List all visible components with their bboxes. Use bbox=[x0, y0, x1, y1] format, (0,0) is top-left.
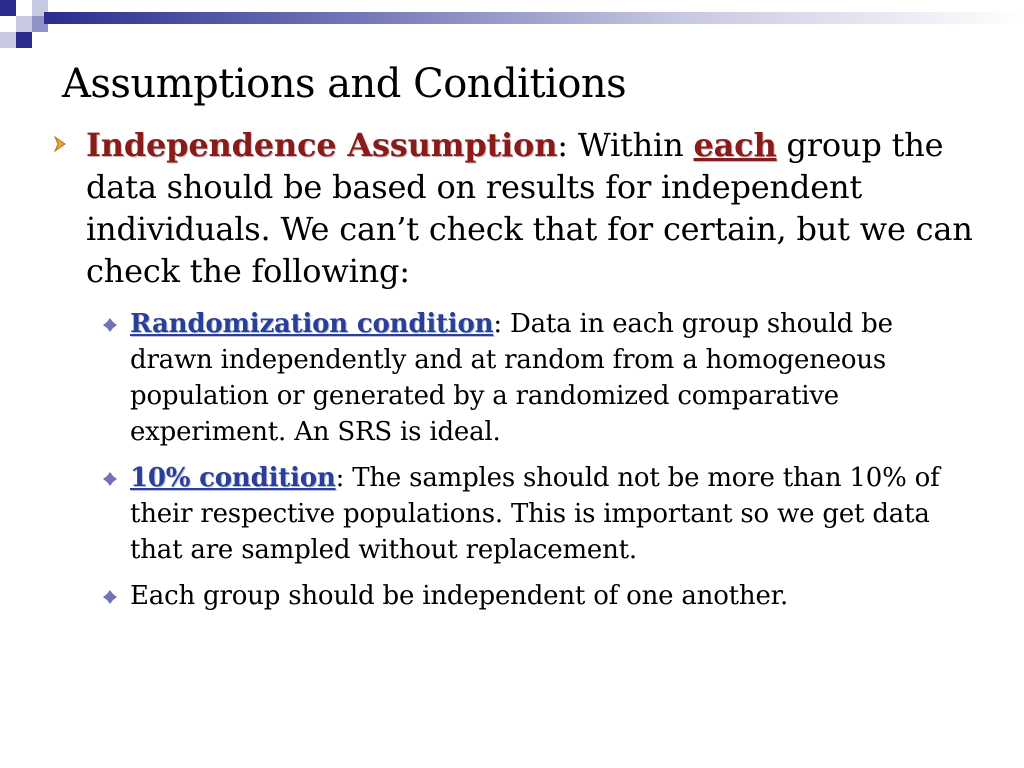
diamond-bullet-icon bbox=[102, 471, 118, 487]
sub-bullet-ten-percent bbox=[92, 460, 978, 568]
sub-bullet-independent-groups bbox=[92, 578, 978, 614]
decor-square bbox=[16, 0, 32, 16]
slide-title: Assumptions and Conditions bbox=[62, 61, 627, 107]
sub-bullet-text: : Data in each group should be drawn independently and at random from a homogeneous population or generated by a randomized comparative experiment. An SRS is ideal. bbox=[130, 309, 893, 447]
sub-bullet-text: Each group should be independent of one another. bbox=[130, 581, 789, 611]
diamond-bullet-icon bbox=[102, 589, 118, 605]
decor-square bbox=[16, 32, 32, 48]
header-decoration bbox=[0, 0, 1024, 60]
main-bullet-independence bbox=[48, 124, 978, 292]
sub-bullet-text: : The samples should not be more than 10% of their respective populations. This is important so we get data that are sampled without replacement. bbox=[130, 463, 940, 565]
diamond-bullet-icon bbox=[102, 317, 118, 333]
decor-square bbox=[0, 32, 16, 48]
decor-square bbox=[32, 32, 48, 48]
main-bullet-text-2: group the data should be based on results for independent individuals. We can’t check that for certain, but we can check the following: bbox=[86, 126, 973, 290]
arrow-bullet-icon bbox=[52, 136, 68, 152]
slide-content bbox=[48, 124, 978, 614]
decor-gradient-bar bbox=[44, 12, 1024, 24]
each-emphasis: each bbox=[693, 126, 777, 164]
sub-bullet-randomization bbox=[92, 306, 978, 450]
decor-square bbox=[0, 0, 16, 16]
decor-square bbox=[16, 16, 32, 32]
main-bullet-text-1: : Within bbox=[557, 126, 694, 164]
randomization-condition-term: Randomization condition bbox=[130, 309, 494, 339]
independence-assumption-term: Independence Assumption bbox=[86, 126, 558, 164]
ten-percent-condition-term: 10% condition bbox=[130, 463, 336, 493]
